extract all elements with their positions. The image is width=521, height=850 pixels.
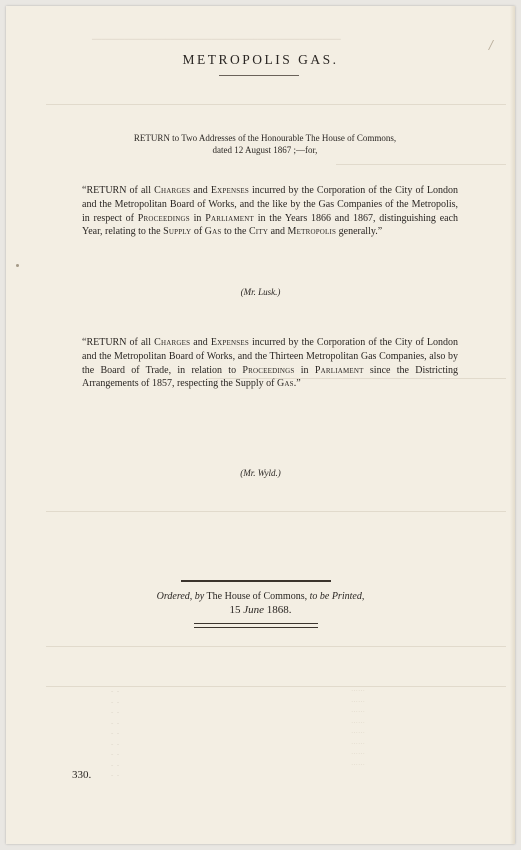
ordered-bottom-rule (194, 623, 318, 628)
bleed-through-header: ────────────────────────────────────────────────────── (92, 36, 341, 43)
address-one-mover: (Mr. Lusk.) (240, 287, 281, 297)
bleed-rule (46, 511, 506, 512)
document-title: METROPOLIS GAS. (182, 52, 339, 67)
ordered-to-print: Ordered, by The House of Commons, to be Printed, (156, 591, 365, 602)
sheet-number: 330. (72, 769, 92, 781)
bleed-rule (46, 646, 506, 647)
address-two-text: “RETURN of all Charges and Expenses incurred by the Corporation of the City of London and the Metropolitan Board of Works, and the Thirteen Metropolitan Gas Companies, also by the Board of Trade, in relation to Proceedings in Parliament since the Districting Arrangements of 1857, respecting the Supply of Gas.” (82, 337, 458, 390)
edge-discoloration (510, 6, 515, 844)
print-date: 15 June 1868. (229, 604, 292, 616)
address-one-text: “RETURN of all Charges and Expenses incurred by the Corporation of the City of London and the Metropolitan Board of Works, and the like by the Gas Companies of the Metropolis, in respect of Proceedings in Parliament in the Years 1866 and 1867, distinguishing each Year, relating to the Supply of Gas to the City and Metropolis generally.” (82, 185, 459, 238)
ordered-top-rule (181, 580, 331, 584)
document-page (6, 6, 515, 844)
address-two-mover: (Mr. Wyld.) (240, 468, 281, 478)
return-heading-line1: RETURN to Two Addresses of the Honourable The House of Commons, (133, 133, 397, 143)
bleed-rule (336, 164, 506, 165)
bleed-rule (46, 104, 506, 105)
bleed-column: - - - - - - - - - - - - - - - - - - (111, 687, 120, 779)
bleed-column: ······ ······ ······ ······ ······ ······ ······ ······ (351, 687, 365, 769)
pencil-mark: / (488, 38, 493, 52)
return-heading (66, 132, 464, 156)
return-heading-line2: dated 12 August 1867 ;—for, (212, 145, 318, 155)
title-rule (219, 75, 299, 76)
binding-hole (16, 264, 19, 267)
